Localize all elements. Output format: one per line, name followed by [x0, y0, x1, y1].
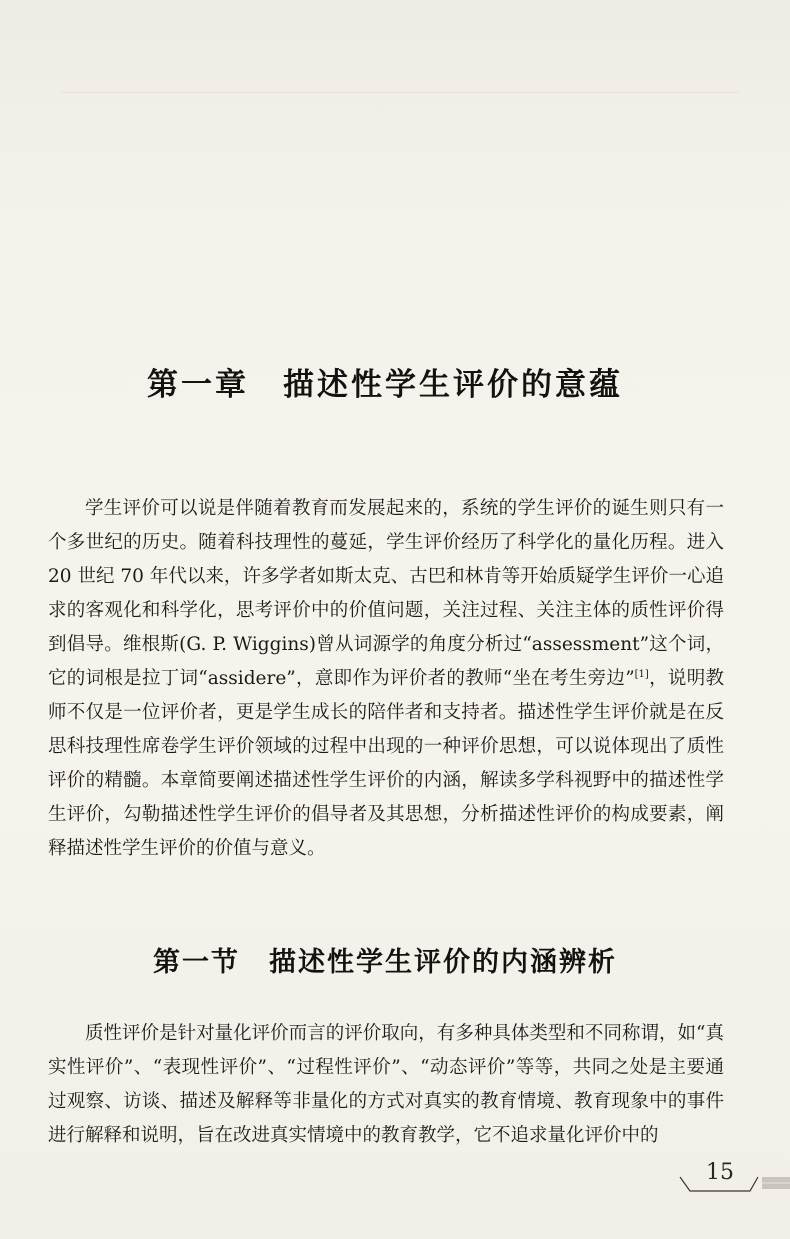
page-number-ornament-icon: [678, 1173, 790, 1197]
footnote-reference[interactable]: [1]: [634, 668, 649, 680]
intro-text-part-2: ，说明教师不仅是一位评价者，更是学生成长的陪伴者和支持者。描述性学生评价就是在反思科技理性席卷学生评价领域的过程中出现的一种评价思想，可以说体现出了质性评价的精髓。本章简要阐述描述性学生评价的内涵，解读多学科视野中的描述性学生评价，勾勒描述性学生评价的倡导者及其思想，分析描述性评价的构成要素，阐释描述性学生评价的价值与意义。: [48, 668, 724, 859]
intro-text-part-1: 学生评价可以说是伴随着教育而发展起来的，系统的学生评价的诞生则只有一个多世纪的历史。随着科技理性的蔓延，学生评价经历了科学化的量化历程。进入 20 世纪 70 年代以来，许多学者如斯太克、古巴和林肯等开始质疑学生评价一心追求的客观化和科学化，思考评价中的价值问题，关注过程、关注主体的质性评价得到倡导。维根斯(G. P. Wiggins)曾从词源学的角度分析过“assessment”这个词，它的词根是拉丁词“assidere”，意即作为评价者的教师“坐在考生旁边”: [48, 498, 724, 689]
section-title: 第一节 描述性学生评价的内涵辨析: [153, 947, 617, 979]
section-paragraph: 质性评价是针对量化评价而言的评价取向，有多种具体类型和不同称谓，如“真实性评价”、“表现性评价”、“过程性评价”、“动态评价”等等，共同之处是主要通过观察、访谈、描述及解释等非量化的方式对真实的教育情境、教育现象中的事件进行解释和说明，旨在改进真实情境中的教育教学，它不追求量化评价中的: [48, 1023, 724, 1146]
bleed-through-line: [60, 92, 740, 93]
chapter-title: 第一章 描述性学生评价的意蕴: [147, 366, 623, 403]
page-number: 15: [706, 1160, 734, 1185]
chapter-intro-paragraph: [48, 492, 724, 866]
